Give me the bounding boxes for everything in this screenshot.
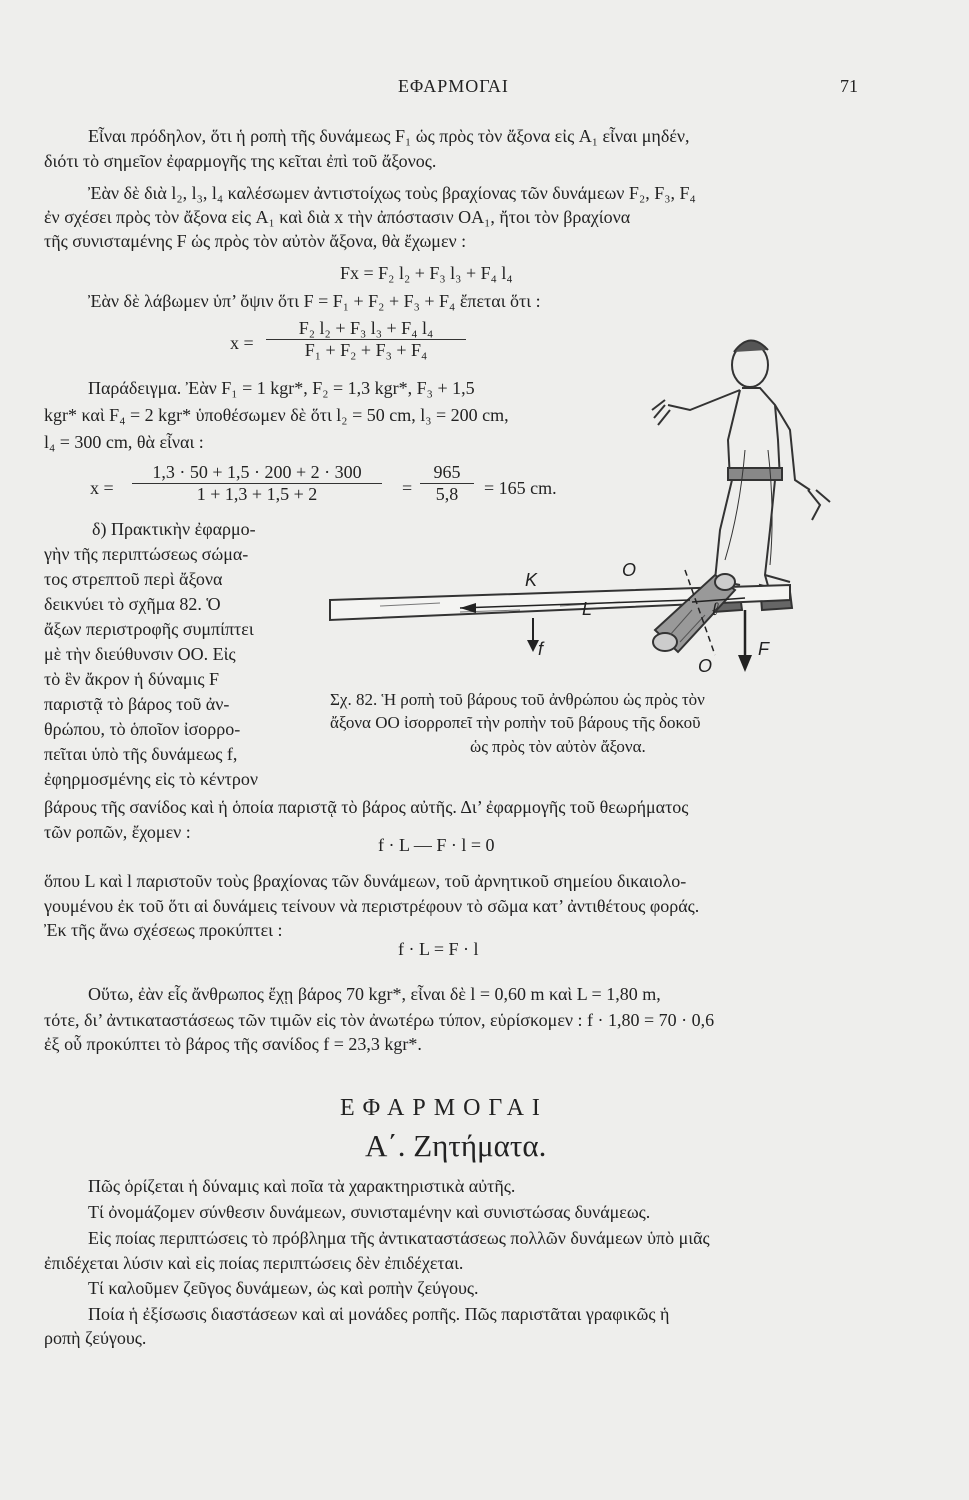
delta-line: παριστᾷ τὸ βάρος τοῦ ἀν- <box>44 694 230 714</box>
text-line: γουμένου ἐκ τοῦ ὅτι αἱ δυνάμεις τείνουν νὰ περιστρέφουν τὸ σῶμα κατ’ ἀντιθέτους φοράς. <box>44 896 700 916</box>
formula-fx: Fx = F₂ l₂ + F₃ l₃ + F₄ l₄ <box>340 263 513 283</box>
text-line: διότι τὸ σημεῖον ἐφαρμογῆς της κεῖται ἐπὶ τοῦ ἄξονος. <box>44 151 437 171</box>
example-line: Παράδειγμα. Ἐὰν F₁ = 1 kgr*, F₂ = 1,3 kgr*, F₃ + 1,5 <box>88 378 475 398</box>
question-line: ροπὴ ζεύγους. <box>44 1328 147 1348</box>
label-F: F <box>758 639 769 659</box>
label-O-bottom: O <box>698 656 713 676</box>
label-f: f <box>538 639 544 659</box>
question-line: Ποία ἡ ἐξίσωσις διαστάσεων καὶ αἱ μονάδες ροπῆς. Πῶς παριστᾶται γραφικῶς ἡ <box>88 1304 670 1324</box>
example-line: l₄ = 300 cm, θὰ εἶναι : <box>44 432 204 452</box>
delta-line: γὴν τῆς περιπτώσεως σώμα- <box>44 544 249 564</box>
question-line: Εἰς ποίας περιπτώσεις τὸ πρόβλημα τῆς ἀντικαταστάσεως πολλῶν δυνάμεων ὑπὸ μιᾶς <box>88 1228 710 1248</box>
delta-line: μὲ τὴν διεύθυνσιν OO. Εἰς <box>44 644 236 664</box>
running-header: ΕΦΑΡΜΟΓΑΙ <box>398 76 509 96</box>
text-line: Ἐὰν δὲ διὰ l₂, l₃, l₄ καλέσωμεν ἀντιστοίχως τοὺς βραχίονας τῶν δυνάμεων F₂, F₃, F₄ <box>88 183 696 203</box>
delta-line: πεῖται ὑπὸ τῆς δυνάμεως f, <box>44 744 238 764</box>
delta-line: δ) Πρακτικὴν ἐφαρμο- <box>92 519 256 539</box>
text-line: ὅπου L καὶ l παριστοῦν τοὺς βραχίονας τῶν δυνάμεων, τοῦ ἀρνητικοῦ σημείου δικαιολο- <box>44 871 687 891</box>
text-line: ἐξ οὗ προκύπτει τὸ βάρος τῆς σανίδος f = 23,3 kgr*. <box>44 1034 422 1054</box>
label-K: K <box>525 570 538 590</box>
equals-sign: = <box>402 478 413 498</box>
formula-fl: f · L = F · l <box>398 939 479 959</box>
page-number: 71 <box>840 76 858 96</box>
delta-line: δεικνύει τὸ σχῆμα 82. Ὁ <box>44 594 221 614</box>
log-axis-illustration <box>653 574 735 652</box>
delta-line: τὸ ἓν ἄκρον ἡ δύναμις F <box>44 669 220 689</box>
subsection-title: Α΄. Ζητήματα. <box>365 1128 547 1163</box>
text-line: Οὕτω, ἐὰν εἷς ἄνθρωπος ἔχῃ βάρος 70 kgr*, εἶναι δὲ l = 0,60 m καὶ L = 1,80 m, <box>88 984 661 1004</box>
example-line: kgr* καὶ F₄ = 2 kgr* ὑποθέσωμεν δὲ ὅτι l₂ = 50 cm, l₃ = 200 cm, <box>44 405 509 425</box>
fraction-numerator: F₂ l₂ + F₃ l₃ + F₄ l₄ <box>266 318 466 340</box>
delta-line: τος στρεπτοῦ περὶ ἄξονα <box>44 569 223 589</box>
label-O-top: O <box>622 560 637 580</box>
text-line: τῶν ροπῶν, ἔχομεν : <box>44 822 191 842</box>
text-line: βάρους τῆς σανίδος καὶ ἡ ὁποία παριστᾷ τὸ βάρος αὐτῆς. Δι’ ἐφαρμογῆς τοῦ θεωρήματος <box>44 797 689 817</box>
figure-caption-line: ὡς πρὸς τὸν αὐτὸν ἄξονα. <box>470 737 646 756</box>
example-result: = 165 cm. <box>484 478 557 498</box>
figure-caption-line: ἄξονα OO ἰσορροπεῖ τὴν ροπὴν τοῦ βάρους τῆς δοκοῦ <box>330 713 701 732</box>
example-lhs: x = <box>90 478 114 498</box>
arrow-head <box>738 655 752 672</box>
fraction-denominator: F₁ + F₂ + F₃ + F₄ <box>304 340 428 360</box>
formula-x-lhs: x = <box>230 333 254 353</box>
text-line: Εἶναι πρόδηλον, ὅτι ἡ ροπὴ τῆς δυνάμεως F₁ ὡς πρὸς τὸν ἄξονα εἰς A₁ εἶναι μηδέν, <box>88 126 690 146</box>
fraction-numerator: 965 <box>420 462 474 484</box>
text-line: Ἐκ τῆς ἄνω σχέσεως προκύπτει : <box>44 920 283 940</box>
text-line: Ἐὰν δὲ λάβωμεν ὑπ’ ὄψιν ὅτι F = F₁ + F₂ + F₃ + F₄ ἔπεται ὅτι : <box>88 291 541 311</box>
delta-line: ἄξων περιστροφῆς συμπίπτει <box>44 619 254 639</box>
fraction-denominator: 5,8 <box>435 484 459 504</box>
man-illustration <box>652 340 830 612</box>
section-title: ΕΦΑΡΜΟΓΑΙ <box>340 1095 548 1121</box>
delta-line: θρώπου, τὸ ὁποῖον ἰσορρο- <box>44 719 241 739</box>
fraction-denominator: 1 + 1,3 + 1,5 + 2 <box>196 484 318 504</box>
figure-caption-line: Σχ. 82. Ἡ ροπὴ τοῦ βάρους τοῦ ἀνθρώπου ὡς πρὸς τὸν <box>330 690 705 709</box>
label-L: L <box>582 599 593 619</box>
text-line: ἐν σχέσει πρὸς τὸν ἄξονα εἰς A₁ καὶ διὰ x τὴν ἀπόστασιν OA₁, ἤτοι τὸν βραχίονα <box>44 207 631 227</box>
text-line: τότε, δι’ ἀντικαταστάσεως τῶν τιμῶν εἰς τὸν ἀνωτέρω τύπον, εὑρίσκομεν : f · 1,80 = 70 · 0,6 <box>44 1010 715 1030</box>
fraction-numerator: 1,3 · 50 + 1,5 · 200 + 2 · 300 <box>132 462 382 484</box>
question-line: Πῶς ὁρίζεται ἡ δύναμις καὶ ποῖα τὰ χαρακτηριστικὰ αὐτῆς. <box>88 1176 516 1196</box>
question-line: Τί καλοῦμεν ζεῦγος δυνάμεων, ὡς καὶ ροπὴν ζεύγους. <box>88 1278 479 1298</box>
formula-moments: f · L — F · l = 0 <box>378 835 495 855</box>
question-line: ἐπιδέχεται λύσιν καὶ εἰς ποίας περιπτώσεις δὲν ἐπιδέχεται. <box>44 1253 464 1273</box>
question-line: Τί ὀνομάζομεν σύνθεσιν δυνάμεων, συνισταμένην καὶ συνιστώσας δυνάμεως. <box>88 1202 651 1222</box>
text-line: τῆς συνισταμένης F ὡς πρὸς τὸν αὐτὸν ἄξονα, θὰ ἔχωμεν : <box>44 231 467 251</box>
figure-82-illustration <box>320 330 860 690</box>
delta-line: ἐφηρμοσμένης εἰς τὸ κέντρον <box>44 769 258 789</box>
label-l: ℓ <box>712 599 718 619</box>
